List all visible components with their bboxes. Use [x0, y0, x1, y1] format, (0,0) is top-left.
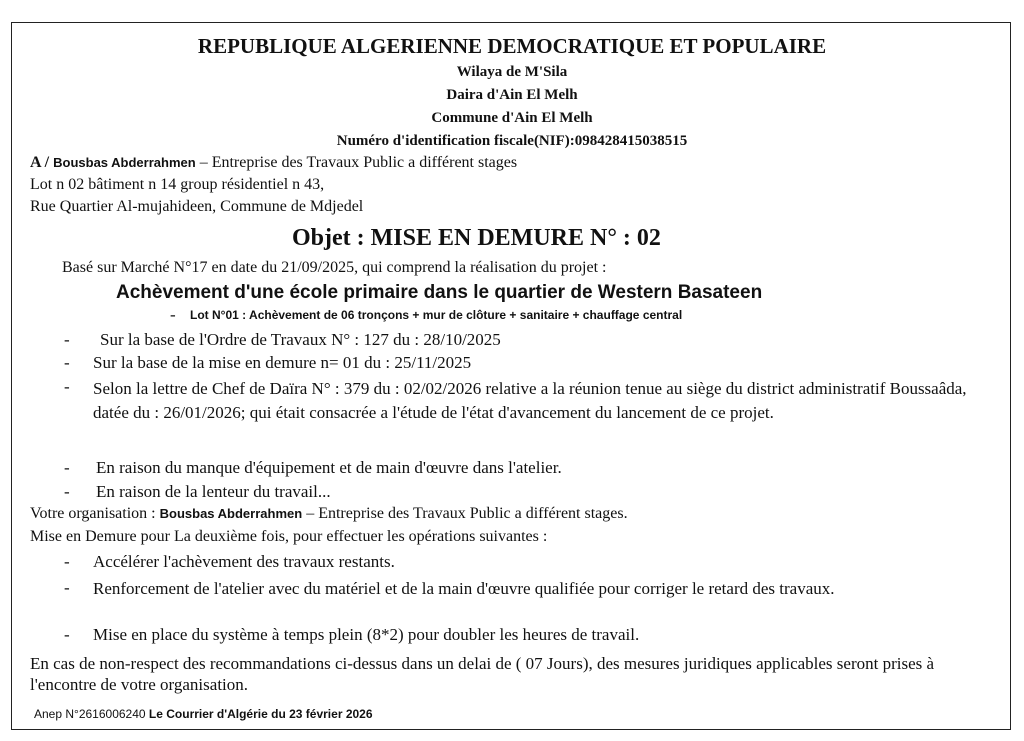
reason-1: Sur la base de l'Ordre de Travaux N° : 127 du : 28/10/2025 — [100, 330, 501, 349]
organisation-line — [30, 504, 628, 524]
action-bullet: - — [64, 625, 70, 644]
reason-bullet: - — [64, 458, 70, 477]
action-1: Accélérer l'achèvement des travaux restants. — [93, 552, 395, 571]
recipient-address-1: Lot n 02 bâtiment n 14 group résidentiel n 43, — [30, 176, 325, 193]
organisation-prefix: Votre organisation : — [30, 505, 156, 522]
object-title: Objet : MISE EN DEMURE N° : 02 — [292, 225, 661, 251]
lot-bullet: - — [170, 305, 176, 324]
action-bullet: - — [64, 578, 70, 597]
reason-2: Sur la base de la mise en demure n= 01 du : 25/11/2025 — [93, 353, 472, 372]
demure-intro: Mise en Demure pour La deuxième fois, pour effectuer les opérations suivantes : — [30, 528, 548, 545]
recipient-address-2: Rue Quartier Al-mujahideen, Commune de Mdjedel — [30, 198, 364, 215]
reason-bullet: - — [64, 377, 70, 396]
project-title: Achèvement d'une école primaire dans le quartier de Western Basateen — [116, 282, 763, 303]
action-3: Mise en place du système à temps plein (8*2) pour doubler les heures de travail. — [93, 625, 640, 644]
reason-bullet: - — [64, 482, 70, 501]
organisation-name: Bousbas Abderrahmen — [159, 506, 303, 521]
reason-5: En raison de la lenteur du travail... — [96, 482, 331, 501]
commune-line: Commune d'Ain El Melh — [431, 110, 593, 126]
recipient-name: Bousbas Abderrahmen — [53, 155, 196, 170]
organisation-company: – Entreprise des Travaux Public a différent stages. — [302, 505, 628, 522]
republic-title: REPUBLIQUE ALGERIENNE DEMOCRATIQUE ET POPULAIRE — [197, 34, 827, 58]
reason-3: Selon la lettre de Chef de Daïra N° : 379 du : 02/02/2026 relative a la réunion tenue au siège du district administratif Boussaâda, datée du : 26/01/2026; qui était consacrée a l'étude de l'état d'avancement du lancement de ce projet. — [93, 379, 967, 422]
document-border — [11, 22, 1011, 730]
reason-4: En raison du manque d'équipement et de main d'œuvre dans l'atelier. — [96, 458, 562, 477]
recipient-company: – Entreprise des Travaux Public a différent stages — [195, 154, 518, 171]
footer-line — [34, 704, 373, 724]
reason-bullet: - — [64, 330, 70, 349]
newspaper-source: Le Courrier d'Algérie du 23 février 2026 — [148, 707, 373, 721]
lot-line: Lot N°01 : Achèvement de 06 tronçons + mur de clôture + sanitaire + chauffage central — [190, 308, 683, 322]
recipient-line — [30, 153, 517, 173]
nif-line: Numéro d'identification fiscale(NIF):098428415038515 — [336, 133, 688, 149]
anep-number: Anep N°2616006240 — [34, 707, 146, 721]
based-on-line: Basé sur Marché N°17 en date du 21/09/2025, qui comprend la réalisation du projet : — [62, 259, 607, 276]
action-bullet: - — [64, 552, 70, 571]
action-2: Renforcement de l'atelier avec du matériel et de la main d'œuvre qualifiée pour corriger le retard des travaux. — [93, 579, 835, 598]
wilaya-line: Wilaya de M'Sila — [456, 64, 568, 80]
daira-line: Daira d'Ain El Melh — [446, 87, 578, 103]
reason-bullet: - — [64, 353, 70, 372]
recipient-prefix: A / — [30, 154, 50, 171]
conclusion: En cas de non-respect des recommandations ci-dessus dans un delai de ( 07 Jours), des mesures juridiques applicables seront prises à l'encontre de votre organisation. — [30, 654, 935, 694]
